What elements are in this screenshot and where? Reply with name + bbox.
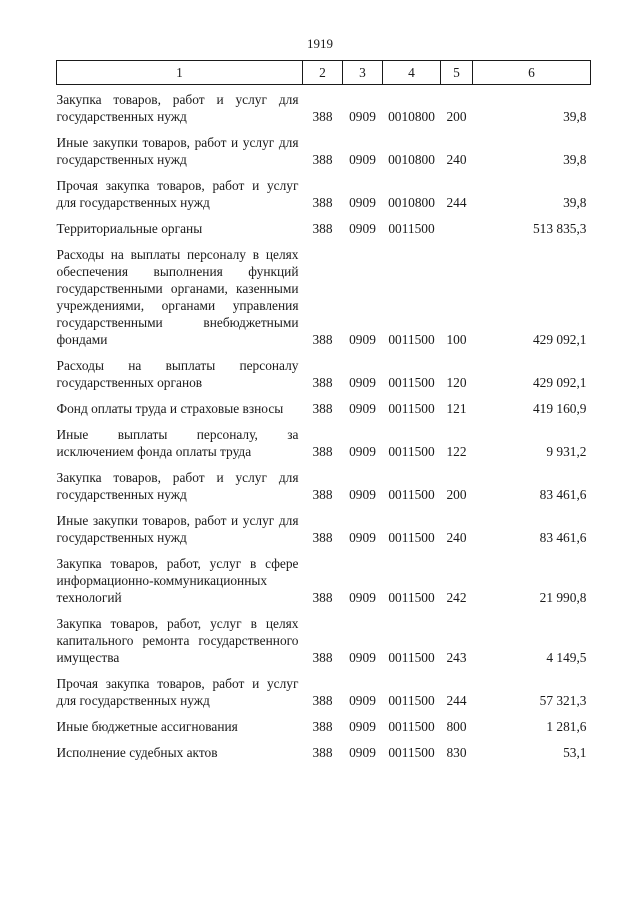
row-col-5: 122 bbox=[446, 444, 467, 459]
row-col-2: 388 bbox=[312, 530, 333, 545]
row-col-5: 830 bbox=[446, 745, 467, 760]
column-header-3: 3 bbox=[343, 61, 383, 85]
row-amount: 39,8 bbox=[563, 195, 587, 210]
row-name: Закупка товаров, работ и услуг для государственных нужд bbox=[56, 92, 299, 124]
table-row bbox=[57, 417, 591, 460]
table-row bbox=[57, 735, 591, 761]
table-row bbox=[57, 546, 591, 606]
row-col-4: 0011500 bbox=[388, 650, 435, 665]
row-name: Расходы на выплаты персоналу в целях обеспечения выполнения функций государственными органами, казенными учреждениями, органами управления государственными внебюджетными фондами bbox=[56, 247, 299, 347]
row-col-5: 121 bbox=[446, 401, 467, 416]
row-col-2: 388 bbox=[312, 745, 333, 760]
row-col-4: 0011500 bbox=[388, 332, 435, 347]
row-amount: 513 835,3 bbox=[532, 221, 587, 236]
row-col-5: 244 bbox=[446, 693, 467, 708]
row-col-3: 0909 bbox=[349, 332, 376, 347]
table-row bbox=[57, 606, 591, 666]
row-amount: 1 281,6 bbox=[546, 719, 587, 734]
row-col-4: 0010800 bbox=[388, 195, 435, 210]
row-col-2: 388 bbox=[312, 650, 333, 665]
row-col-2: 388 bbox=[312, 195, 333, 210]
column-header-1: 1 bbox=[57, 61, 303, 85]
table-row bbox=[57, 460, 591, 503]
row-col-2: 388 bbox=[312, 109, 333, 124]
row-col-3: 0909 bbox=[349, 530, 376, 545]
row-col-4: 0011500 bbox=[388, 719, 435, 734]
table-row bbox=[57, 348, 591, 391]
row-col-3: 0909 bbox=[349, 221, 376, 236]
row-col-4: 0011500 bbox=[388, 375, 435, 390]
row-name: Закупка товаров, работ, услуг в сфере информационно-коммуникационных технологий bbox=[56, 556, 299, 605]
table-body bbox=[57, 85, 591, 762]
row-name: Иные выплаты персоналу, за исключением фонда оплаты труда bbox=[56, 427, 299, 459]
row-col-4: 0011500 bbox=[388, 487, 435, 502]
row-col-2: 388 bbox=[312, 719, 333, 734]
row-name: Территориальные органы bbox=[56, 221, 203, 236]
row-col-2: 388 bbox=[312, 152, 333, 167]
row-amount: 53,1 bbox=[563, 745, 587, 760]
row-col-3: 0909 bbox=[349, 650, 376, 665]
row-col-2: 388 bbox=[312, 401, 333, 416]
row-col-5: 120 bbox=[446, 375, 467, 390]
table-row bbox=[57, 503, 591, 546]
row-col-3: 0909 bbox=[349, 375, 376, 390]
row-col-5: 200 bbox=[446, 109, 467, 124]
row-col-2: 388 bbox=[312, 332, 333, 347]
row-amount: 4 149,5 bbox=[546, 650, 587, 665]
column-header-4: 4 bbox=[383, 61, 441, 85]
row-col-2: 388 bbox=[312, 693, 333, 708]
row-amount: 83 461,6 bbox=[539, 530, 587, 545]
table-row bbox=[57, 168, 591, 211]
column-header-5: 5 bbox=[441, 61, 473, 85]
row-col-3: 0909 bbox=[349, 195, 376, 210]
table-header bbox=[57, 61, 591, 85]
table-row bbox=[57, 666, 591, 709]
row-amount: 21 990,8 bbox=[539, 590, 587, 605]
row-name: Расходы на выплаты персоналу государственных органов bbox=[56, 358, 299, 390]
page-number: 1919 bbox=[307, 36, 333, 51]
row-col-3: 0909 bbox=[349, 693, 376, 708]
row-col-4: 0011500 bbox=[388, 530, 435, 545]
table-row bbox=[57, 85, 591, 126]
row-name: Иные закупки товаров, работ и услуг для государственных нужд bbox=[56, 135, 299, 167]
row-col-5: 244 bbox=[446, 195, 467, 210]
row-name: Фонд оплаты труда и страховые взносы bbox=[56, 401, 284, 416]
row-col-2: 388 bbox=[312, 375, 333, 390]
row-amount: 429 092,1 bbox=[532, 375, 587, 390]
row-col-5: 240 bbox=[446, 530, 467, 545]
row-col-2: 388 bbox=[312, 221, 333, 236]
row-col-3: 0909 bbox=[349, 745, 376, 760]
table-row bbox=[57, 391, 591, 417]
row-col-3: 0909 bbox=[349, 719, 376, 734]
row-col-4: 0011500 bbox=[388, 590, 435, 605]
row-name: Иные закупки товаров, работ и услуг для государственных нужд bbox=[56, 513, 299, 545]
row-col-3: 0909 bbox=[349, 109, 376, 124]
row-col-5 bbox=[441, 211, 473, 237]
row-col-2: 388 bbox=[312, 487, 333, 502]
table-row bbox=[57, 211, 591, 237]
row-col-5: 243 bbox=[446, 650, 467, 665]
row-amount: 39,8 bbox=[563, 152, 587, 167]
row-col-3: 0909 bbox=[349, 444, 376, 459]
row-name: Прочая закупка товаров, работ и услуг для государственных нужд bbox=[56, 676, 299, 708]
row-col-5: 200 bbox=[446, 487, 467, 502]
row-col-5: 100 bbox=[446, 332, 467, 347]
row-name: Исполнение судебных актов bbox=[56, 745, 218, 760]
row-col-5: 800 bbox=[446, 719, 467, 734]
column-header-2: 2 bbox=[303, 61, 343, 85]
row-col-4: 0011500 bbox=[388, 745, 435, 760]
header-row bbox=[57, 61, 591, 85]
row-col-3: 0909 bbox=[349, 152, 376, 167]
row-col-5: 242 bbox=[446, 590, 467, 605]
row-col-4: 0010800 bbox=[388, 152, 435, 167]
row-col-4: 0010800 bbox=[388, 109, 435, 124]
row-name: Прочая закупка товаров, работ и услуг для государственных нужд bbox=[56, 178, 299, 210]
row-col-2: 388 bbox=[312, 444, 333, 459]
row-col-2: 388 bbox=[312, 590, 333, 605]
row-name: Иные бюджетные ассигнования bbox=[56, 719, 238, 734]
row-col-4: 0011500 bbox=[388, 444, 435, 459]
table-row bbox=[57, 237, 591, 348]
row-amount: 83 461,6 bbox=[539, 487, 587, 502]
row-col-3: 0909 bbox=[349, 487, 376, 502]
column-header-6: 6 bbox=[473, 61, 591, 85]
row-amount: 39,8 bbox=[563, 109, 587, 124]
row-name: Закупка товаров, работ и услуг для государственных нужд bbox=[56, 470, 299, 502]
row-amount: 419 160,9 bbox=[532, 401, 587, 416]
row-name: Закупка товаров, работ, услуг в целях капитального ремонта государственного имущества bbox=[56, 616, 299, 665]
row-col-4: 0011500 bbox=[388, 221, 435, 236]
row-col-4: 0011500 bbox=[388, 693, 435, 708]
table-row bbox=[57, 709, 591, 735]
row-amount: 429 092,1 bbox=[532, 332, 587, 347]
row-col-3: 0909 bbox=[349, 401, 376, 416]
row-col-4: 0011500 bbox=[388, 401, 435, 416]
budget-table bbox=[56, 60, 591, 761]
table-row bbox=[57, 125, 591, 168]
row-col-5: 240 bbox=[446, 152, 467, 167]
row-amount: 57 321,3 bbox=[539, 693, 587, 708]
row-amount: 9 931,2 bbox=[546, 444, 587, 459]
row-col-3: 0909 bbox=[349, 590, 376, 605]
